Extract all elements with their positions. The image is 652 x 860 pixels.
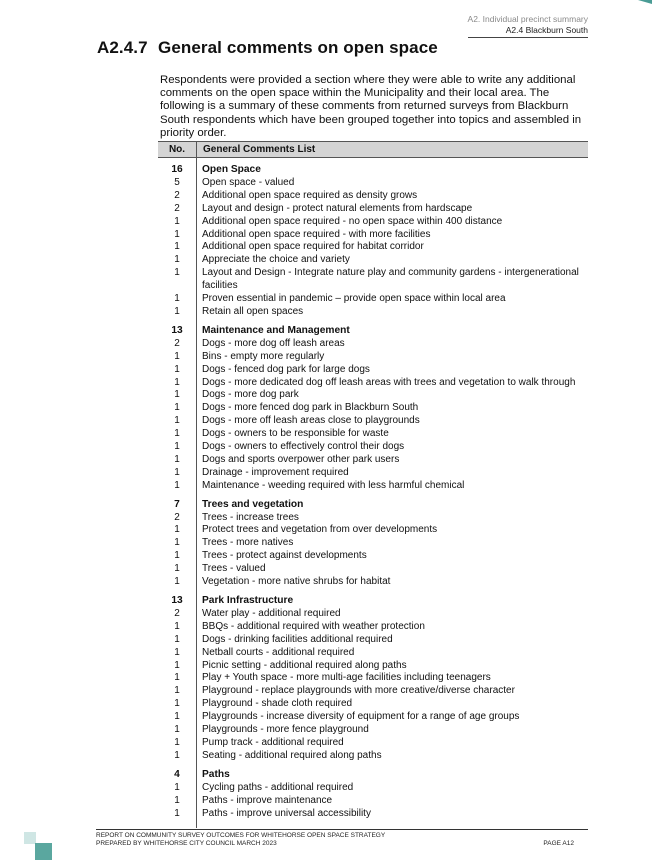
header-section: A2.4 Blackburn South <box>468 25 588 38</box>
comment-count: 1 <box>174 215 180 227</box>
comment-count: 1 <box>174 781 180 793</box>
group-heading-row <box>158 164 588 177</box>
comment-text: Paths - improve universal accessibility <box>202 807 371 819</box>
page-number: PAGE A12 <box>543 840 574 847</box>
comment-text: Dogs - more dedicated dog off leash areas with trees and vegetation to walk through <box>202 376 576 388</box>
comment-count: 1 <box>174 563 180 575</box>
comment-text: Play + Youth space - more multi-age facilities including teenagers <box>202 672 491 684</box>
comment-text: Trees - protect against developments <box>202 550 367 562</box>
comment-count: 1 <box>174 711 180 723</box>
comment-count: 1 <box>174 441 180 453</box>
comment-count: 1 <box>174 698 180 710</box>
table-row <box>158 660 588 673</box>
comment-text: Seating - additional required along paths <box>202 749 382 761</box>
comment-count: 1 <box>174 228 180 240</box>
comment-text: Retain all open spaces <box>202 305 304 317</box>
table-row <box>158 750 588 763</box>
table-row <box>158 782 588 795</box>
table-row <box>158 267 588 293</box>
table-row <box>158 724 588 737</box>
table-row <box>158 177 588 190</box>
comment-text: Dogs - owners to effectively control their dogs <box>202 441 405 453</box>
table-row <box>158 685 588 698</box>
comment-text: Layout and Design - Integrate nature play and community gardens - intergenerational facilities <box>202 267 579 292</box>
table-row <box>158 563 588 576</box>
comment-text: Bins - empty more regularly <box>202 350 325 362</box>
comment-text: Additional open space required for habitat corridor <box>202 241 424 253</box>
table-row <box>158 795 588 808</box>
comment-count: 1 <box>174 646 180 658</box>
table-header <box>158 141 588 158</box>
comment-group <box>158 595 588 763</box>
table-row <box>158 389 588 402</box>
section-heading <box>97 38 438 58</box>
comment-text: Additional open space required - no open space within 400 distance <box>202 215 503 227</box>
table-row <box>158 550 588 563</box>
comment-count: 1 <box>174 466 180 478</box>
corner-accent <box>638 0 652 4</box>
comment-text: Playground - replace playgrounds with more creative/diverse character <box>202 685 515 697</box>
comment-count: 1 <box>174 672 180 684</box>
comment-text: Trees - valued <box>202 563 266 575</box>
comment-text: Water play - additional required <box>202 607 341 619</box>
comment-count: 1 <box>174 267 180 279</box>
section-title: General comments on open space <box>158 38 438 57</box>
table-row <box>158 672 588 685</box>
comment-text: Dogs - more fenced dog park in Blackburn South <box>202 402 419 414</box>
table-row <box>158 402 588 415</box>
table-row <box>158 524 588 537</box>
comment-count: 1 <box>174 305 180 317</box>
comment-count: 1 <box>174 293 180 305</box>
comment-text: Drainage - improvement required <box>202 466 349 478</box>
comment-text: Dogs - owners to be responsible for waste <box>202 428 389 440</box>
comment-text: Trees - more natives <box>202 537 294 549</box>
comment-count: 5 <box>174 176 180 188</box>
table-row <box>158 377 588 390</box>
comment-count: 2 <box>174 202 180 214</box>
group-count: 13 <box>171 595 183 606</box>
comment-count: 1 <box>174 402 180 414</box>
group-topic: Trees and vegetation <box>202 498 304 510</box>
table-row <box>158 216 588 229</box>
table-row <box>158 808 588 821</box>
table-row <box>158 634 588 647</box>
header-chapter: A2. Individual precinct summary <box>467 14 588 24</box>
comment-count: 1 <box>174 241 180 253</box>
group-count: 16 <box>171 164 183 175</box>
col-header-no: No. <box>158 142 197 157</box>
comment-text: Picnic setting - additional required along paths <box>202 659 407 671</box>
comment-text: Dogs and sports overpower other park users <box>202 453 400 465</box>
comment-text: BBQs - additional required with weather protection <box>202 620 425 632</box>
page-footer <box>96 829 588 848</box>
comment-text: Appreciate the choice and variety <box>202 254 350 266</box>
comment-text: Additional open space required - with more facilities <box>202 228 431 240</box>
comment-count: 1 <box>174 550 180 562</box>
comment-count: 1 <box>174 453 180 465</box>
comment-count: 1 <box>174 807 180 819</box>
table-row <box>158 647 588 660</box>
comment-count: 1 <box>174 350 180 362</box>
comment-text: Dogs - drinking facilities additional required <box>202 633 393 645</box>
comment-text: Additional open space required as density grows <box>202 189 418 201</box>
comment-text: Dogs - more off leash areas close to playgrounds <box>202 415 420 427</box>
group-count: 4 <box>174 768 180 780</box>
comment-text: Protect trees and vegetation from over developments <box>202 524 438 536</box>
table-row <box>158 467 588 480</box>
comment-group <box>158 325 588 493</box>
comment-count: 1 <box>174 659 180 671</box>
table-row <box>158 512 588 525</box>
table-body <box>158 158 588 820</box>
group-heading-row <box>158 595 588 608</box>
col-header-list: General Comments List <box>203 144 316 155</box>
group-count: 7 <box>174 498 180 510</box>
comment-count: 2 <box>174 337 180 349</box>
table-row <box>158 293 588 306</box>
comment-count: 1 <box>174 389 180 401</box>
comment-count: 1 <box>174 363 180 375</box>
group-heading-row <box>158 769 588 782</box>
comment-count: 1 <box>174 254 180 266</box>
comment-text: Playgrounds - increase diversity of equipment for a range of age groups <box>202 711 520 723</box>
table-row <box>158 480 588 493</box>
table-row <box>158 698 588 711</box>
comment-count: 1 <box>174 749 180 761</box>
group-count: 13 <box>171 324 183 336</box>
comment-count: 1 <box>174 376 180 388</box>
comment-count: 1 <box>174 794 180 806</box>
comment-count: 1 <box>174 685 180 697</box>
group-heading-row <box>158 499 588 512</box>
table-row <box>158 254 588 267</box>
comment-group <box>158 769 588 821</box>
table-row <box>158 576 588 589</box>
comment-count: 1 <box>174 537 180 549</box>
table-row <box>158 203 588 216</box>
group-heading-row <box>158 325 588 338</box>
comment-count: 2 <box>174 189 180 201</box>
table-row <box>158 364 588 377</box>
comment-count: 1 <box>174 633 180 645</box>
table-row <box>158 737 588 750</box>
comment-group <box>158 164 588 319</box>
comment-count: 2 <box>174 607 180 619</box>
table-row <box>158 351 588 364</box>
comment-group <box>158 499 588 589</box>
comments-table <box>158 141 588 826</box>
table-row <box>158 711 588 724</box>
table-row <box>158 241 588 254</box>
comment-text: Dogs - more dog off leash areas <box>202 337 345 349</box>
comment-text: Paths - improve maintenance <box>202 794 333 806</box>
table-row <box>158 428 588 441</box>
comment-text: Dogs - more dog park <box>202 389 299 401</box>
table-row <box>158 415 588 428</box>
table-row <box>158 537 588 550</box>
comment-text: Netball courts - additional required <box>202 646 355 658</box>
table-row <box>158 190 588 203</box>
comment-text: Maintenance - weeding required with less harmful chemical <box>202 479 465 491</box>
group-topic: Maintenance and Management <box>202 324 350 336</box>
comment-count: 1 <box>174 620 180 632</box>
table-row <box>158 621 588 634</box>
group-topic: Paths <box>202 768 230 780</box>
table-row <box>158 229 588 242</box>
comment-text: Vegetation - more native shrubs for habitat <box>202 576 391 588</box>
comment-count: 1 <box>174 428 180 440</box>
comment-count: 2 <box>174 511 180 523</box>
table-row <box>158 608 588 621</box>
table-row <box>158 454 588 467</box>
comment-count: 1 <box>174 576 180 588</box>
comment-text: Layout and design - protect natural elements from hardscape <box>202 202 473 214</box>
comment-count: 1 <box>174 524 180 536</box>
table-row <box>158 338 588 351</box>
comment-count: 1 <box>174 736 180 748</box>
comment-count: 1 <box>174 724 180 736</box>
comment-text: Proven essential in pandemic – provide open space within local area <box>202 293 506 305</box>
section-number: A2.4.7 <box>97 38 148 57</box>
intro-paragraph: Respondents were provided a section where they were able to write any additional comments on the open space within the Municipality and their local area. The following is a summary of these comments from returned surveys from Blackburn South respondents which have been grouped together into topics and assembled in priority order. <box>160 74 582 139</box>
comment-text: Open space - valued <box>202 176 295 188</box>
table-row <box>158 306 588 319</box>
comment-text: Cycling paths - additional required <box>202 781 354 793</box>
comment-text: Playground - shade cloth required <box>202 698 353 710</box>
comment-count: 1 <box>174 415 180 427</box>
running-header <box>468 14 588 38</box>
footer-prepared-by: PREPARED BY WHITEHORSE CITY COUNCIL MARCH 2023 <box>96 840 277 847</box>
footer-report-title: REPORT ON COMMUNITY SURVEY OUTCOMES FOR WHITEHORSE OPEN SPACE STRATEGY <box>96 832 386 839</box>
group-topic: Park Infrastructure <box>202 595 294 606</box>
comment-count: 1 <box>174 479 180 491</box>
decorative-square-dark <box>35 843 52 860</box>
table-row <box>158 441 588 454</box>
comment-text: Pump track - additional required <box>202 736 344 748</box>
comment-text: Playgrounds - more fence playground <box>202 724 369 736</box>
group-topic: Open Space <box>202 164 261 175</box>
comment-text: Dogs - fenced dog park for large dogs <box>202 363 370 375</box>
comment-text: Trees - increase trees <box>202 511 299 523</box>
